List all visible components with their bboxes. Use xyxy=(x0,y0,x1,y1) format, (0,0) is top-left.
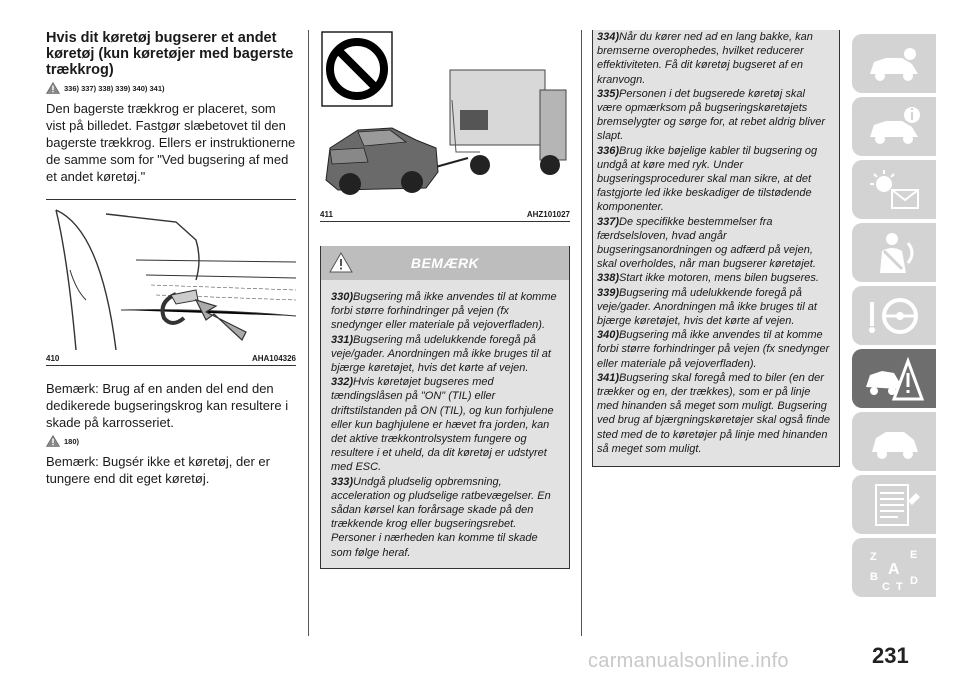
tab-maintenance[interactable] xyxy=(852,412,936,471)
notice-item: 341)Bugsering skal foregå med to biler (en der trækker og en, der trækkes), som er på linje med hinanden så meget som muligt. Bugsering ved brug af bjærgningskøretøjer skal også finde sted med de to køretøjer på linje med hinanden så meget som muligt. xyxy=(597,371,830,455)
tab-technical-data[interactable] xyxy=(852,475,936,534)
tab-safety[interactable] xyxy=(852,223,936,282)
figure-411-towing-prohibited xyxy=(320,30,570,206)
figure-number: 410 xyxy=(46,354,60,363)
note-ref-text: 180) xyxy=(64,436,80,446)
figure-code: AHA104326 xyxy=(251,354,296,363)
tab-emergency[interactable] xyxy=(852,349,936,408)
notice-item: 335)Personen i det bugserede køretøj skal være opmærksom på bugseringskøretøjets bremselygter og sørge for, at rebet aldrig bliver slapt. xyxy=(597,87,826,143)
warning-triangle-icon xyxy=(46,435,60,447)
right-column xyxy=(592,30,840,467)
notice-item: 340)Bugsering må ikke anvendes til at komme forbi større forhindringer på vejen (fx snedynger eller materiale på vejoverfladen). xyxy=(597,329,830,370)
notice-item: 336)Brug ikke bøjelige kabler til bugsering og undgå at køre med ryk. Under bugseringsprocedurer skal man sikre, at det fastgjorte led ikke beskadiger de tilstødende komponenter. xyxy=(597,144,818,214)
middle-column xyxy=(320,30,570,569)
notice-title: BEMÆRK xyxy=(410,255,480,271)
seatbelt-person-icon xyxy=(864,229,924,277)
notice-box xyxy=(320,246,570,569)
figure-caption xyxy=(46,350,296,366)
svg-text:T: T xyxy=(896,580,903,592)
light-envelope-icon xyxy=(864,166,924,214)
chapter-tabs xyxy=(852,34,936,601)
car-info-icon xyxy=(864,40,924,88)
svg-text:A: A xyxy=(888,560,900,578)
figure-410-rear-tow-hook xyxy=(46,200,296,350)
towing-illustration xyxy=(320,30,570,206)
svg-text:D: D xyxy=(910,574,918,587)
tab-index[interactable] xyxy=(852,538,936,597)
notice-item: 330)Bugsering må ikke anvendes til at komme forbi større forhindringer på vejen (fx snedynger eller materiale på vejoverfladen). xyxy=(331,291,557,332)
warning-references xyxy=(46,82,296,94)
figure-number: 411 xyxy=(320,210,333,219)
notice-item: 339)Bugsering må udelukkende foregå på veje/gader. Anordningen må ikke bruges til at bjærge køretøjet, hvis det kørte af vejen. xyxy=(597,286,817,328)
watermark: carmanualsonline.info xyxy=(588,650,789,672)
column-divider xyxy=(308,30,309,636)
warning-triangle-icon xyxy=(329,252,353,273)
steering-wheel-icon xyxy=(864,292,924,340)
note-bodywork-damage: Bemærk: Brug af en anden del end den dedikerede bugseringskrog kan resultere i skade på karrosseriet. xyxy=(46,381,289,430)
intro-paragraph: Den bagerste trækkrog er placeret, som vist på billedet. Fastgør slæbetovet til den bagerste trækkrog. Ellers er instruktionerne de samme som for "Ved bugsering af med et andet køretøj." xyxy=(46,101,296,184)
svg-text:B: B xyxy=(870,570,878,583)
page-number: 231 xyxy=(872,643,909,668)
figure-caption xyxy=(320,206,570,222)
column-divider xyxy=(581,30,582,636)
svg-text:C: C xyxy=(882,580,890,592)
notice-body xyxy=(321,280,569,568)
notice-item: 338)Start ikke motoren, mens bilen bugseres. xyxy=(597,272,819,285)
section-heading: Hvis dit køretøj bugserer et andet køretøj (kun køretøjer med bagerste trækkrog) xyxy=(46,30,294,78)
svg-text:Z: Z xyxy=(870,550,877,563)
car-i-icon xyxy=(864,103,924,151)
notice-item: 331)Bugsering må udelukkende foregå på veje/gader. Anordningen må ikke bruges til at bjærge køretøjet, hvis det kørte af vejen. xyxy=(331,333,551,375)
tab-lights-messages[interactable] xyxy=(852,160,936,219)
svg-text:E: E xyxy=(910,548,918,561)
notice-item: 333)Undgå pludselig opbremsning, acceleration og pludselige ratbevægelser. En sådan kørsel kan forårsage skade på den trækkende krog eller bugseringsrebet. Personer i nærheden kan komme til skade som følge heraf. xyxy=(331,475,551,559)
notice-item: 332)Hvis køretøjet bugseres med tændingslåsen på "ON" (TIL) eller driftstilstanden på ON (TIL), og kun forhjulene eller kun baghjulene er hævet fra jorden, kan det aktive trækkontrolsystem fungere og resultere i et uheld, da dit køretøj er udstyret med ESC. xyxy=(331,376,554,474)
warning-refs-text: 336) 337) 338) 339) 340) 341) xyxy=(64,83,165,93)
tab-car-info[interactable] xyxy=(852,34,936,93)
notice-item: 334)Når du kører ned ad en lang bakke, kan bremserne overophedes, hvilket reducerer effektiviteten. Få dit køretøj bugseret af en kranvogn. xyxy=(597,31,813,86)
notice-item: 337)De specifikke bestemmelser fra færdselsloven, hvad angår bugseringsanordningen og adfærd på vejen, skal overholdes, når man bugserer køretøjet. xyxy=(597,215,816,271)
note-reference xyxy=(46,435,296,447)
tow-hook-illustration xyxy=(46,200,296,350)
car-accident-warning-icon xyxy=(864,355,924,403)
left-column xyxy=(46,30,296,487)
notice-header xyxy=(321,246,569,280)
notice-continuation-box xyxy=(592,30,840,467)
tab-driving[interactable] xyxy=(852,286,936,345)
warning-triangle-icon xyxy=(46,82,60,94)
tab-vehicle-info[interactable] xyxy=(852,97,936,156)
car-service-icon xyxy=(864,418,924,466)
figure-code: AHZ101027 xyxy=(526,210,570,219)
data-list-icon xyxy=(864,481,924,529)
alphabet-index-icon xyxy=(864,544,924,592)
note-heavier-vehicle: Bemærk: Bugsér ikke et køretøj, der er tungere end dit eget køretøj. xyxy=(46,454,270,486)
